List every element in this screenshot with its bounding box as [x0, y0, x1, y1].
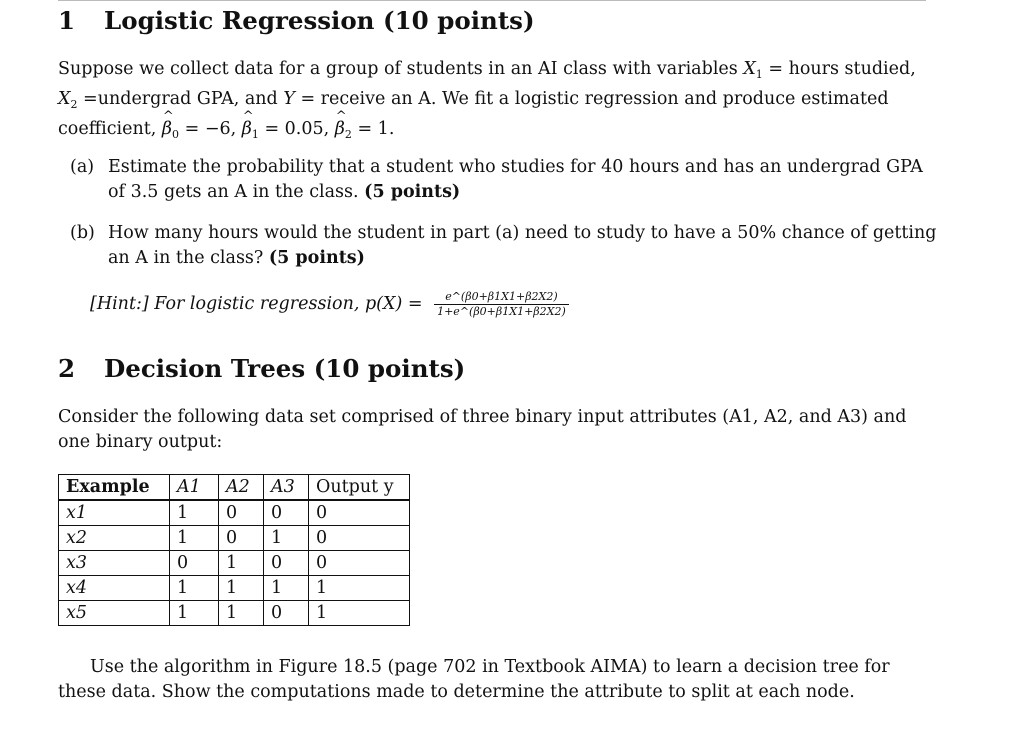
section-1-heading: [58, 6, 535, 35]
intro-text: Suppose we collect data for a group of students in an AI class with variables: [58, 59, 744, 79]
cell-a2: 0: [219, 500, 264, 526]
hint-text: [Hint:] For logistic regression, p(X) =: [90, 294, 423, 314]
beta-2-hat: ^ β: [335, 117, 345, 142]
header-output: Output y: [309, 475, 410, 501]
cell-output: 1: [309, 601, 410, 626]
cell-example: x2: [59, 526, 170, 551]
table-row: [59, 551, 410, 576]
subscript: 0: [172, 128, 180, 141]
part-b-line: How many hours would the student in part (a) need to study to have a 50% chance of getting: [108, 223, 937, 243]
cell-example: x1: [59, 500, 170, 526]
intro-text: = hours studied,: [762, 59, 916, 79]
cell-a3: 0: [264, 551, 309, 576]
intro-text: = −6,: [179, 119, 242, 139]
table-row: [59, 526, 410, 551]
part-b-label: (b): [70, 223, 95, 243]
cell-a1: 1: [170, 601, 219, 626]
cell-a3: 0: [264, 601, 309, 626]
subscript: 2: [344, 128, 352, 141]
cell-a2: 1: [219, 551, 264, 576]
logistic-formula: [434, 290, 569, 319]
cell-a2: 0: [219, 526, 264, 551]
formula-numerator: e^(β0+β1X1+β2X2): [434, 290, 569, 305]
cell-output: 1: [309, 576, 410, 601]
cell-a3: 1: [264, 526, 309, 551]
header-a2: A2: [219, 475, 264, 501]
beta-0-hat: ^ β: [162, 117, 172, 142]
header-a1: A1: [170, 475, 219, 501]
part-b: [70, 221, 937, 271]
part-a-label: (a): [70, 157, 95, 177]
section-2-title: Decision Trees (10 points): [104, 354, 466, 383]
intro-text: =undergrad GPA, and: [77, 89, 284, 109]
cell-example: x3: [59, 551, 170, 576]
cell-output: 0: [309, 551, 410, 576]
section-2-intro-line: one binary output:: [58, 432, 223, 452]
beta-1-hat: ^ β: [242, 117, 252, 142]
cell-a3: 0: [264, 500, 309, 526]
part-a: [70, 155, 923, 205]
section-1-title: Logistic Regression (10 points): [104, 6, 535, 35]
intro-text: = 1.: [351, 119, 395, 139]
closing-line: these data. Show the computations made to determine the attribute to split at each node.: [58, 682, 855, 702]
cell-example: x5: [59, 601, 170, 626]
closing-line: Use the algorithm in Figure 18.5 (page 702 in Textbook AIMA) to learn a decision tree for: [90, 657, 890, 677]
table-header-row: [59, 475, 410, 501]
part-b-points: (5 points): [268, 248, 365, 268]
var-x1: X: [743, 59, 756, 79]
intro-text: = 0.05,: [258, 119, 335, 139]
part-b-line: an A in the class?: [108, 248, 264, 268]
cell-a1: 1: [170, 500, 219, 526]
cell-a3: 1: [264, 576, 309, 601]
header-a3: A3: [264, 475, 309, 501]
section-1-number: 1: [58, 6, 76, 35]
data-table: [58, 474, 410, 626]
intro-text: = receive an A. We fit a logistic regression and produce estimated: [294, 89, 889, 109]
table-row: [59, 500, 410, 526]
cell-a2: 1: [219, 576, 264, 601]
table-row: [59, 601, 410, 626]
section-2-closing: [58, 655, 926, 705]
hint: [90, 290, 569, 319]
formula-denominator: 1+e^(β0+β1X1+β2X2): [437, 305, 566, 318]
section-2-intro-line: Consider the following data set comprised of three binary input attributes (A1, A2, and A3) and: [58, 407, 907, 427]
subscript: 1: [251, 128, 259, 141]
part-a-line: Estimate the probability that a student who studies for 40 hours and has an undergrad GPA: [108, 157, 923, 177]
section-1-intro: [58, 57, 926, 147]
subscript: 1: [755, 68, 763, 81]
section-2-heading: [58, 354, 465, 383]
cell-example: x4: [59, 576, 170, 601]
part-a-line: of 3.5 gets an A in the class.: [108, 182, 359, 202]
section-2-intro: [58, 405, 926, 455]
cell-output: 0: [309, 500, 410, 526]
cell-a1: 1: [170, 576, 219, 601]
top-rule: [58, 0, 926, 1]
cell-a2: 1: [219, 601, 264, 626]
cell-output: 0: [309, 526, 410, 551]
subscript: 2: [70, 98, 78, 111]
intro-text: coefficient,: [58, 119, 162, 139]
cell-a1: 1: [170, 526, 219, 551]
section-2-number: 2: [58, 354, 76, 383]
part-a-points: (5 points): [364, 182, 461, 202]
header-example: Example: [59, 475, 170, 501]
table-row: [59, 576, 410, 601]
cell-a1: 0: [170, 551, 219, 576]
var-y: Y: [283, 89, 295, 109]
var-x2: X: [58, 89, 71, 109]
